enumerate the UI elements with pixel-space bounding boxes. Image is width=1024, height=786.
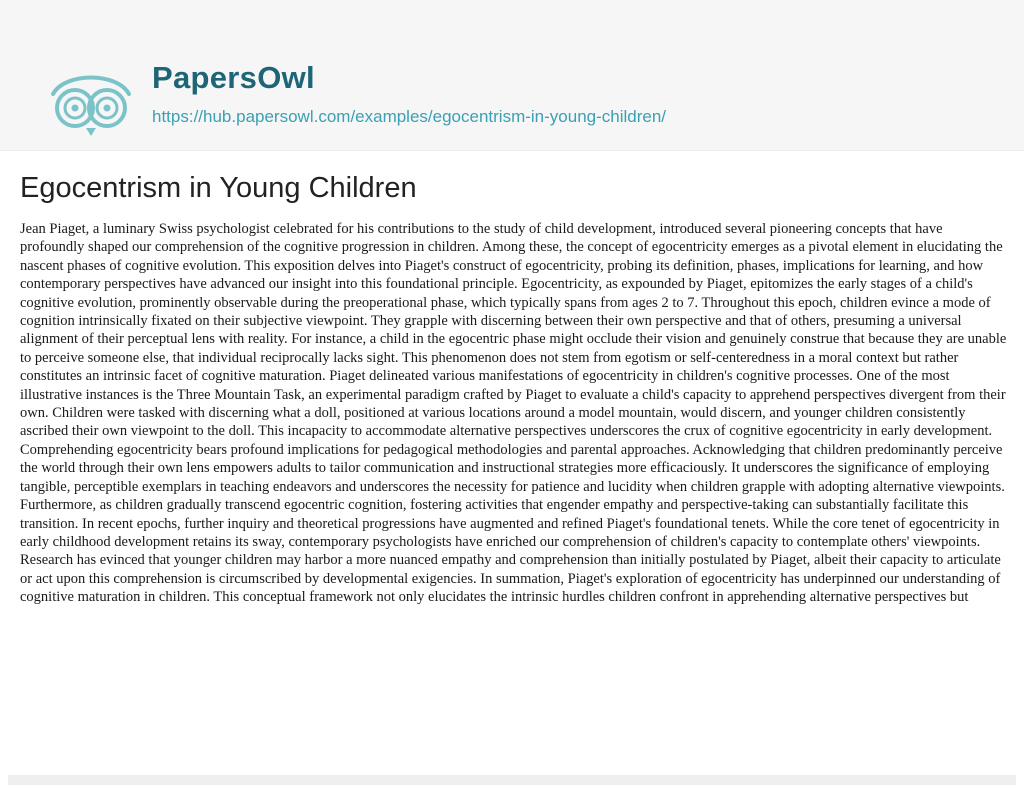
owl-logo-svg <box>45 68 137 138</box>
document-body-text: Jean Piaget, a luminary Swiss psychologist celebrated for his contributions to the study of child development, introduced several pioneering concepts that have profoundly shaped our comprehension of the cognitive progression in children. Among these, the concept of egocentricity emerges as a pivotal element in elucidating the nascent phases of cognitive evolution. This exposition delves into Piaget's construct of egocentricity, probing its definition, phases, implications for learning, and how contemporary perspectives have advanced our insight into this foundational principle. Egocentricity, as expounded by Piaget, epitomizes the early stages of a child's cognitive evolution, prominently observable during the preoperational phase, which typically spans from ages 2 to 7. Throughout this epoch, children evince a mode of cognition intrinsically fixated on their subjective viewpoint. They grapple with discerning between their own perspective and that of others, presuming a universal alignment of their perceptual lens with reality. For instance, a child in the egocentric phase might occlude their vision and genuinely construe that because they are unable to perceive someone else, that individual reciprocally lacks sight. This phenomenon does not stem from egotism or self-centeredness in a moral context but rather constitutes an intrinsic facet of cognitive maturation. Piaget delineated various manifestations of egocentricity in children's cognitive processes. One of the most illustrative instances is the Three Mountain Task, an experimental paradigm crafted by Piaget to evaluate a child's capacity to apprehend perspectives divergent from their own. Children were tasked with discerning what a doll, positioned at various locations around a model mountain, would discern, and younger children consistently ascribed their own viewpoint to the doll. This incapacity to accommodate alternative perspectives underscores the crux of cognitive egocentricity in early development. Comprehending egocentricity bears profound implications for pedagogical methodologies and parental approaches. Acknowledging that children predominantly perceive the world through their own lens empowers adults to tailor communication and instructional strategies more efficaciously. It underscores the significance of employing tangible, perceptible exemplars in teaching endeavors and underscores the necessity for patience and lucidity when children grapple with adopting alternative viewpoints. Furthermore, as children gradually transcend egocentric cognition, fostering activities that engender empathy and perspective-taking can substantially facilitate this transition. In recent epochs, further inquiry and theoretical progressions have augmented and refined Piaget's foundational tenets. While the core tenet of egocentricity in early childhood development retains its sway, contemporary psychologists have enriched our comprehension of children's capacity to contemplate others' viewpoints. Research has evinced that younger children may harbor a more nuanced empathy and comprehension than initially postulated by Piaget, albeit their capacity to articulate or act upon this comprehension is circumscribed by developmental exigencies. In summation, Piaget's exploration of egocentricity has underpinned our understanding of cognitive maturation in children. This conceptual framework not only elucidates the intrinsic hurdles children confront in apprehending alternative perspectives but <box>20 221 1007 606</box>
source-url-link[interactable]: https://hub.papersowl.com/examples/egocentrism-in-young-children/ <box>152 107 667 126</box>
owl-logo-icon[interactable] <box>45 68 137 138</box>
site-header <box>0 0 1024 151</box>
document-title: Egocentrism in Young Children <box>20 172 417 204</box>
footer-divider <box>8 775 1016 785</box>
brand-name[interactable]: PapersOwl <box>152 60 315 95</box>
